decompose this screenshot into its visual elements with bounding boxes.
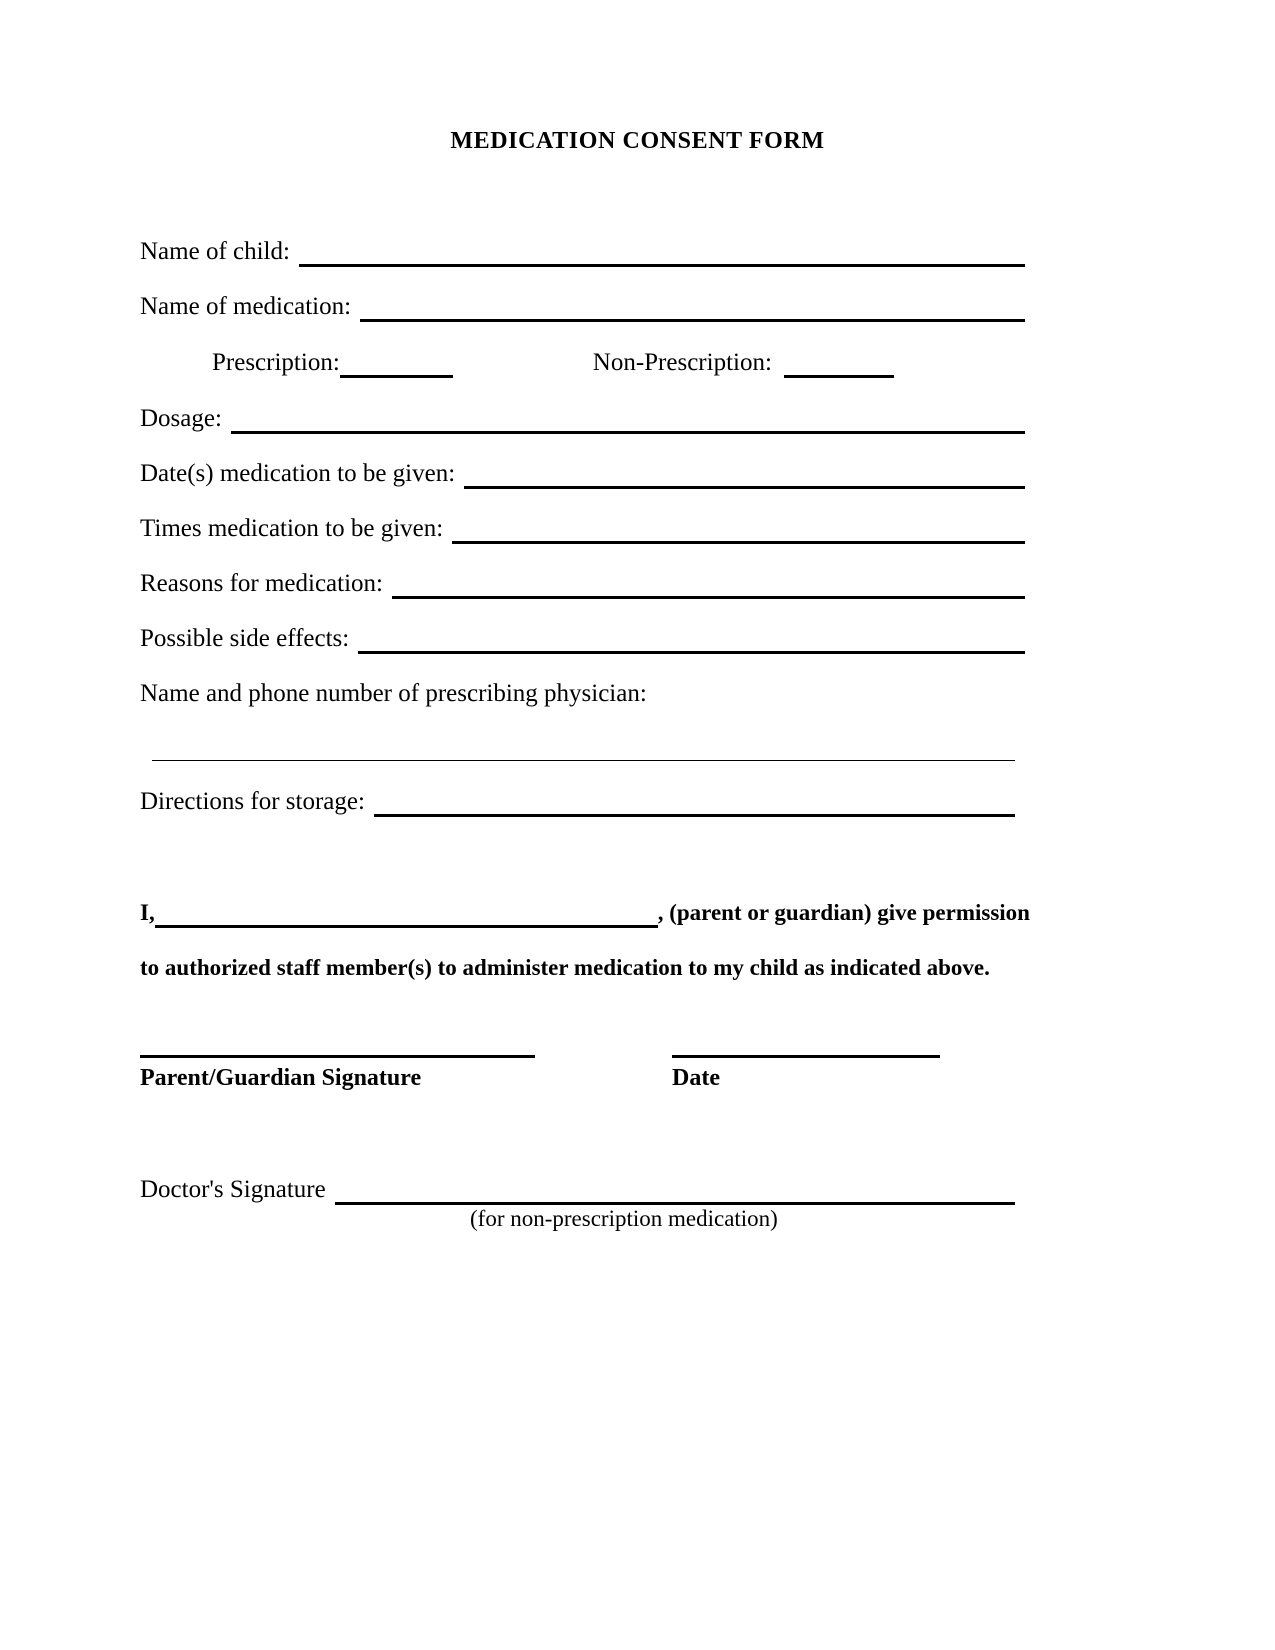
reasons-input-line[interactable] — [392, 568, 1025, 599]
storage-input-line[interactable] — [374, 786, 1015, 817]
non-prescription-input-line[interactable] — [784, 347, 894, 378]
non-prescription-label: Non-Prescription: — [592, 349, 772, 376]
field-row-name-of-medication — [140, 292, 1025, 322]
field-row-storage — [140, 787, 1015, 817]
name-of-child-input-line[interactable] — [299, 236, 1025, 267]
field-row-times-given — [140, 514, 1025, 544]
field-row-physician — [140, 679, 1025, 709]
permission-suffix: , (parent or guardian) give permission — [657, 900, 1030, 925]
prescription-input-line[interactable] — [340, 347, 453, 378]
field-row-dosage — [140, 404, 1025, 434]
field-row-reasons — [140, 569, 1025, 599]
times-given-label: Times medication to be given: — [140, 515, 444, 542]
prescription-label: Prescription: — [212, 349, 340, 376]
parent-signature-input-line[interactable] — [140, 1055, 535, 1058]
dates-given-label: Date(s) medication to be given: — [140, 460, 456, 487]
dates-given-input-line[interactable] — [464, 458, 1025, 489]
field-row-doctor-signature — [140, 1175, 1015, 1205]
name-of-medication-label: Name of medication: — [140, 293, 352, 320]
permission-line2-text: to authorized staff member(s) to administer medication to my child as indicated above. — [140, 955, 990, 980]
dosage-label: Dosage: — [140, 405, 222, 432]
name-of-medication-input-line[interactable] — [360, 291, 1025, 322]
permission-statement-line2 — [140, 953, 1050, 983]
storage-label: Directions for storage: — [140, 788, 365, 815]
field-row-name-of-child — [140, 237, 1025, 267]
permission-statement-line1 — [140, 898, 1050, 928]
times-given-input-line[interactable] — [452, 513, 1025, 544]
field-row-prescription-type — [212, 348, 912, 378]
doctor-signature-label: Doctor's Signature — [140, 1176, 326, 1203]
name-of-child-label: Name of child: — [140, 238, 290, 265]
field-row-dates-given — [140, 459, 1025, 489]
physician-input-line[interactable] — [152, 760, 1015, 761]
side-effects-label: Possible side effects: — [140, 625, 350, 652]
field-row-side-effects — [140, 624, 1025, 654]
side-effects-input-line[interactable] — [358, 623, 1025, 654]
reasons-label: Reasons for medication: — [140, 570, 383, 597]
doctor-signature-note: (for non-prescription medication) — [470, 1206, 778, 1231]
parent-name-input-line[interactable] — [155, 899, 658, 928]
permission-prefix: I, — [140, 900, 155, 925]
doctor-signature-input-line[interactable] — [335, 1174, 1015, 1205]
physician-label: Name and phone number of prescribing physician: — [140, 680, 647, 707]
parent-signature-label: Parent/Guardian Signature — [140, 1065, 422, 1091]
date-label: Date — [672, 1065, 720, 1091]
form-title: MEDICATION CONSENT FORM — [450, 128, 825, 154]
dosage-input-line[interactable] — [231, 403, 1025, 434]
date-input-line[interactable] — [672, 1055, 940, 1058]
